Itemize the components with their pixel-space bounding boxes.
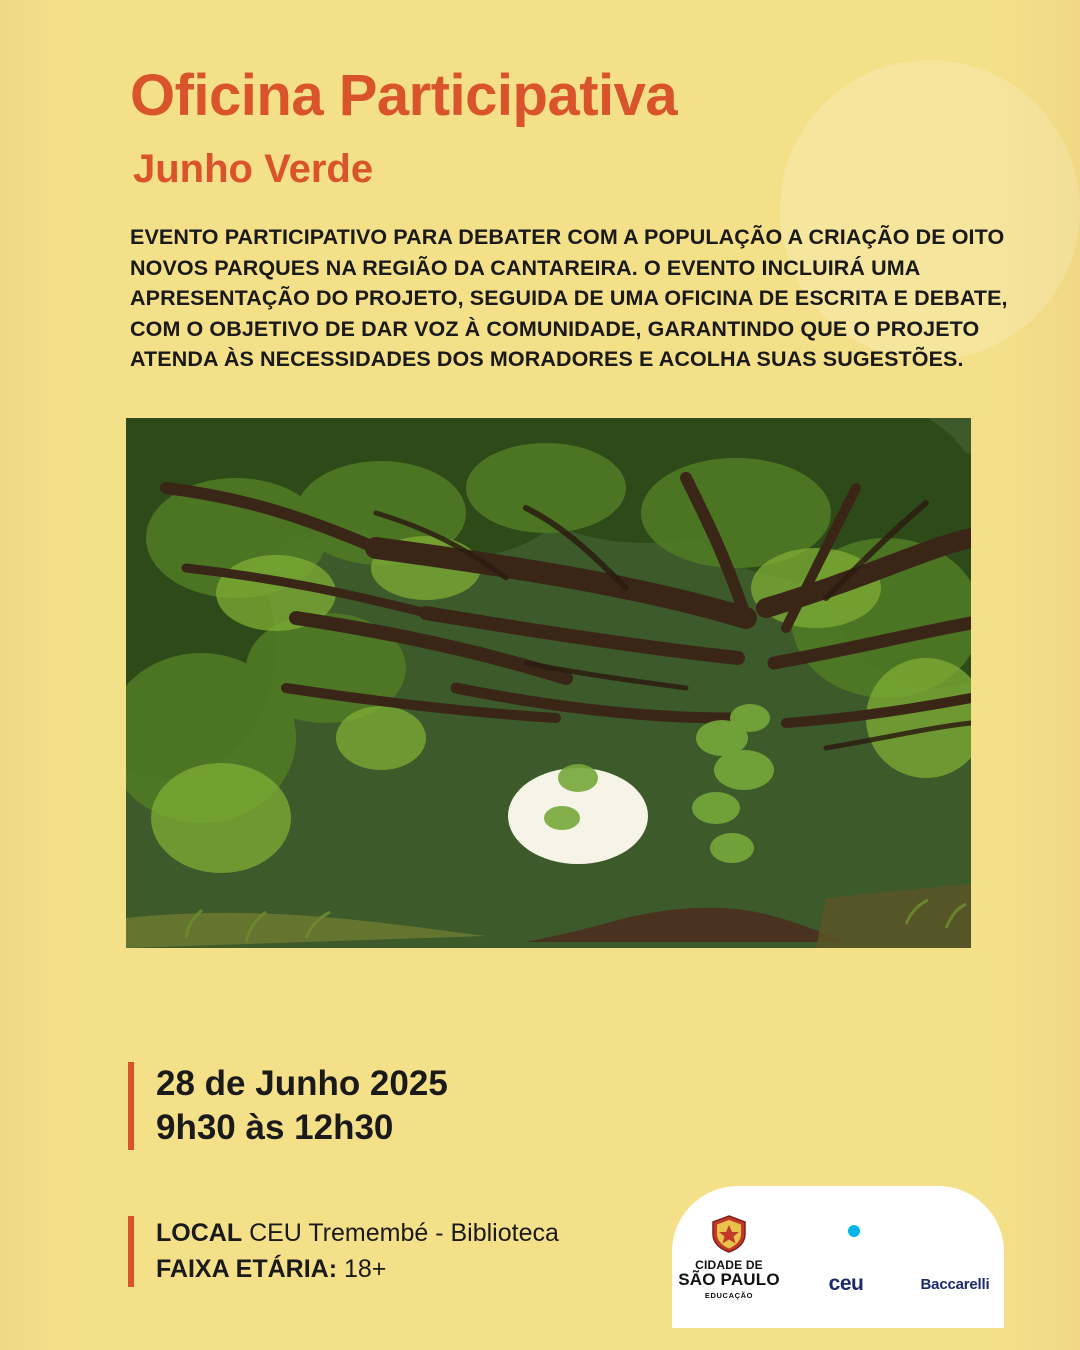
page-title: Oficina Participativa bbox=[130, 63, 678, 128]
event-date-block bbox=[128, 1062, 448, 1150]
age-label: FAIXA ETÁRIA: bbox=[156, 1254, 338, 1283]
event-description: EVENTO PARTICIPATIVO PARA DEBATER COM A POPULAÇÃO A CRIAÇÃO DE OITO NOVOS PARQUES NA REGIÃO DA CANTAREIRA. O EVENTO INCLUIRÁ UMA APRESENTAÇÃO DO PROJETO, SEGUIDA DE UMA OFICINA DE ESCRITA E DEBATE, COM O OBJETIVO DE DAR VOZ À COMUNIDADE, GARANTINDO QUE O PROJETO ATENDA ÀS NECESSIDADES DOS MORADORES E ACOLHA SUAS SUGESTÕES. bbox=[130, 225, 1008, 372]
ceu-label: ceu bbox=[828, 1272, 864, 1295]
location-value: CEU Tremembé - Biblioteca bbox=[249, 1219, 559, 1247]
sao-paulo-coat-of-arms-icon bbox=[707, 1214, 751, 1259]
event-info-block bbox=[128, 1216, 559, 1287]
logo-ceu bbox=[809, 1218, 883, 1296]
baccarelli-bird-icon bbox=[935, 1222, 975, 1273]
sao-paulo-line3: EDUCAÇÃO bbox=[704, 1291, 754, 1301]
location-label: LOCAL bbox=[156, 1219, 243, 1247]
sao-paulo-line1: CIDADE DE bbox=[695, 1257, 763, 1272]
age-value: 18+ bbox=[343, 1254, 387, 1283]
ceu-circle-icon bbox=[823, 1218, 869, 1269]
event-age-rating bbox=[156, 1252, 559, 1288]
baccarelli-label: Baccarelli bbox=[920, 1275, 990, 1293]
sao-paulo-name bbox=[678, 1259, 780, 1289]
event-time: 9h30 às 12h30 bbox=[156, 1107, 394, 1147]
tree-photo bbox=[126, 418, 971, 948]
logo-card bbox=[672, 1186, 1004, 1328]
sao-paulo-line2: SÃO PAULO bbox=[678, 1270, 780, 1290]
page-subtitle: Junho Verde bbox=[133, 147, 374, 191]
event-date: 28 de Junho 2025 bbox=[156, 1064, 448, 1103]
event-location bbox=[156, 1216, 559, 1252]
logo-sao-paulo bbox=[675, 1214, 783, 1300]
logo-baccarelli bbox=[909, 1222, 1001, 1293]
